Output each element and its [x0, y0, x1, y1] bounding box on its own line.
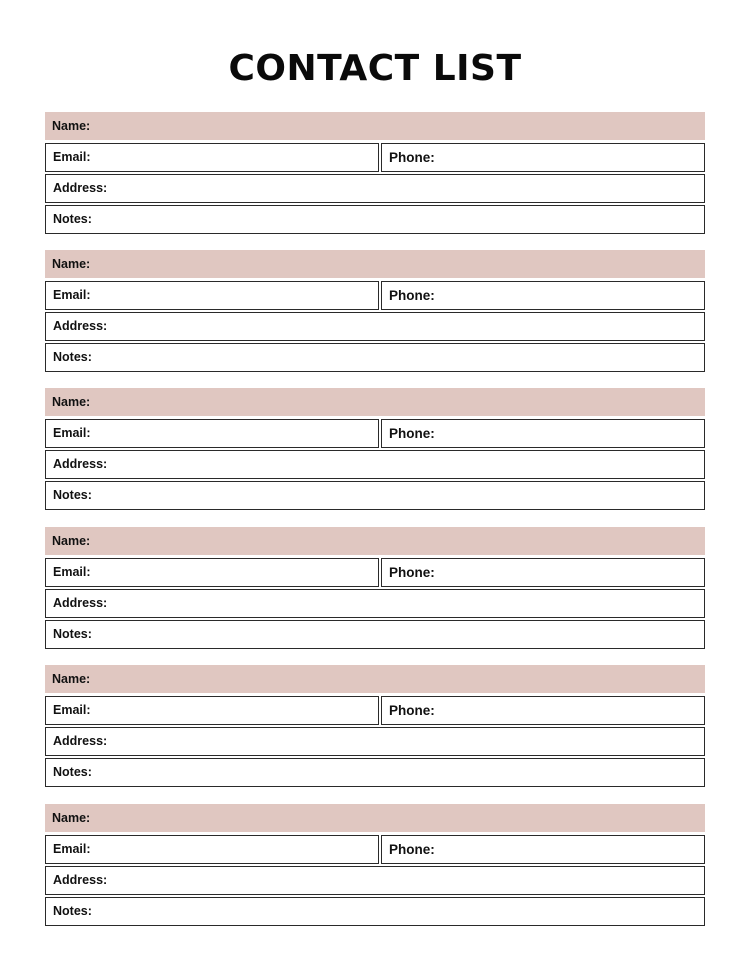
email-label: Email: [53, 288, 91, 302]
address-field[interactable] [45, 450, 705, 479]
name-field[interactable] [45, 250, 705, 278]
email-label: Email: [53, 150, 91, 164]
email-phone-row [45, 696, 705, 725]
name-label: Name: [52, 395, 91, 409]
address-label: Address: [53, 319, 108, 333]
email-field[interactable] [45, 281, 379, 310]
address-label: Address: [53, 181, 108, 195]
contact-card [45, 250, 705, 372]
phone-field[interactable] [381, 835, 705, 864]
notes-field[interactable] [45, 758, 705, 787]
notes-label: Notes: [53, 904, 92, 918]
name-label: Name: [52, 811, 91, 825]
email-field[interactable] [45, 835, 379, 864]
email-label: Email: [53, 842, 91, 856]
contact-card [45, 665, 705, 787]
notes-label: Notes: [53, 212, 92, 226]
address-label: Address: [53, 596, 108, 610]
name-label: Name: [52, 119, 91, 133]
address-field[interactable] [45, 866, 705, 895]
name-field[interactable] [45, 388, 705, 416]
email-field[interactable] [45, 143, 379, 172]
name-label: Name: [52, 672, 91, 686]
phone-field[interactable] [381, 419, 705, 448]
contact-card [45, 112, 705, 234]
notes-label: Notes: [53, 488, 92, 502]
email-phone-row [45, 835, 705, 864]
address-label: Address: [53, 457, 108, 471]
phone-field[interactable] [381, 696, 705, 725]
name-label: Name: [52, 534, 91, 548]
phone-label: Phone: [389, 426, 435, 441]
email-field[interactable] [45, 419, 379, 448]
name-label: Name: [52, 257, 91, 271]
email-phone-row [45, 143, 705, 172]
email-field[interactable] [45, 696, 379, 725]
notes-label: Notes: [53, 350, 92, 364]
notes-label: Notes: [53, 627, 92, 641]
page-title: CONTACT LIST [228, 48, 522, 89]
phone-label: Phone: [389, 150, 435, 165]
email-field[interactable] [45, 558, 379, 587]
name-field[interactable] [45, 665, 705, 693]
contact-card [45, 388, 705, 510]
address-field[interactable] [45, 174, 705, 203]
notes-label: Notes: [53, 765, 92, 779]
phone-label: Phone: [389, 842, 435, 857]
address-field[interactable] [45, 589, 705, 618]
phone-label: Phone: [389, 703, 435, 718]
address-label: Address: [53, 734, 108, 748]
phone-label: Phone: [389, 565, 435, 580]
email-label: Email: [53, 703, 91, 717]
notes-field[interactable] [45, 481, 705, 510]
email-phone-row [45, 419, 705, 448]
email-label: Email: [53, 565, 91, 579]
phone-field[interactable] [381, 143, 705, 172]
notes-field[interactable] [45, 897, 705, 926]
contact-card [45, 804, 705, 926]
contact-card [45, 527, 705, 649]
phone-label: Phone: [389, 288, 435, 303]
email-label: Email: [53, 426, 91, 440]
phone-field[interactable] [381, 558, 705, 587]
notes-field[interactable] [45, 620, 705, 649]
email-phone-row [45, 558, 705, 587]
name-field[interactable] [45, 527, 705, 555]
name-field[interactable] [45, 112, 705, 140]
phone-field[interactable] [381, 281, 705, 310]
email-phone-row [45, 281, 705, 310]
name-field[interactable] [45, 804, 705, 832]
address-label: Address: [53, 873, 108, 887]
address-field[interactable] [45, 727, 705, 756]
notes-field[interactable] [45, 205, 705, 234]
address-field[interactable] [45, 312, 705, 341]
notes-field[interactable] [45, 343, 705, 372]
